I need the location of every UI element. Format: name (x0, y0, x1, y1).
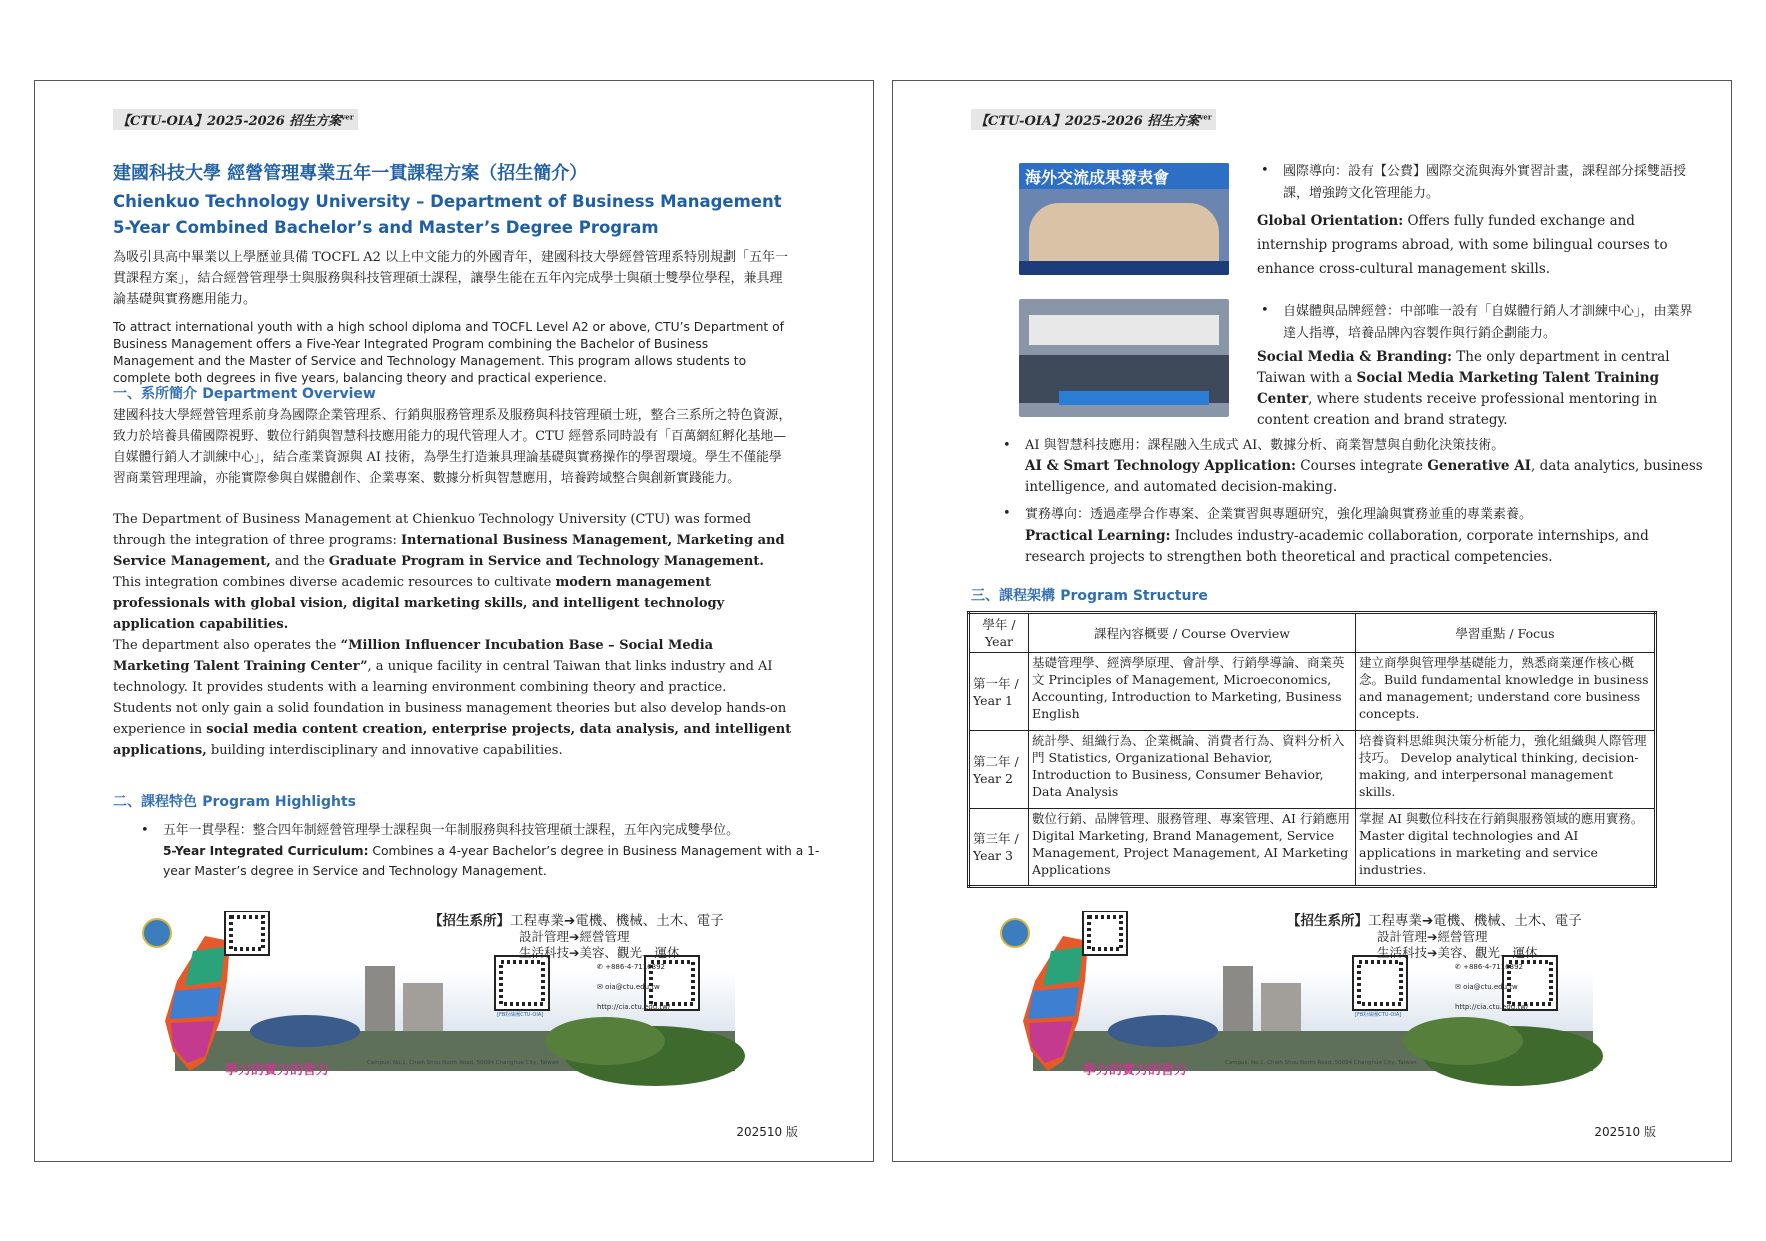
table-cell-year: 第三年 / Year 3 (969, 809, 1029, 887)
table-cell-focus: 掌握 AI 與數位科技在行銷與服務領域的應用實務。 Master digital technologies and AI applications in marketing and service industries. (1356, 809, 1656, 887)
banner-line-3: 生活科技➔美容、觀光、運休 (1377, 945, 1538, 960)
table-row (969, 731, 1656, 809)
table-header-year: 學年 / Year (969, 613, 1029, 653)
page-left (34, 80, 874, 1162)
exchange-photo (1019, 163, 1229, 275)
table-cell-overview: 數位行銷、品牌管理、服務管理、專案管理、AI 行銷應用 Digital Marketing, Brand Management, Service Management, Project Management, AI Marketing Applications (1029, 809, 1356, 887)
page-title-zh: 建國科技大學 經營管理專業五年一貫課程方案（招生簡介） (113, 163, 588, 184)
recruitment-banner (993, 911, 1693, 1111)
recruitment-banner (135, 911, 835, 1111)
table-header-focus: 學習重點 / Focus (1356, 613, 1656, 653)
table-cell-overview: 統計學、組織行為、企業概論、消費者行為、資料分析入門 Statistics, Organizational Behavior, Introduction to Business, Consumer Behavior, Data Analysis (1029, 731, 1356, 809)
table-cell-overview: 基礎管理學、經濟學原理、會計學、行銷學導論、商業英文 Principles of Management, Microeconomics, Accounting, Introduction to Marketing, Business English (1029, 653, 1356, 731)
bullet-icon: • (141, 823, 149, 838)
intro-en: To attract international youth with a high school diploma and TOCFL Level A2 or above, CTU’s Department of Business Management offers a Five-Year Integrated Program combining the Bachelor of Business Management and the Master of Service and Technology Management. This program allows students to complete both degrees in five years, balancing theory and practical experience. (113, 320, 784, 385)
intro-zh: 為吸引具高中畢業以上學歷並具備 TOCFL A2 以上中文能力的外國青年，建國科技大學經營管理系特別規劃「五年一貫課程方案」，結合經營管理學士與服務與科技管理碩士課程，讓學生能在五年內完成學士與碩士雙學位學程，兼具理論基礎與實務應用能力。 (113, 250, 788, 307)
table-cell-focus: 培養資料思維與決策分析能力，強化組織與人際管理技巧。 Develop analytical thinking, decision-making, and interpersonal management skills. (1356, 731, 1656, 809)
bullet-icon: • (1003, 438, 1011, 453)
banner-address: Campus: No.1, Chieh Shou North Road, 50094 Changhua City, Taiwan (367, 1060, 559, 1066)
page-right (892, 80, 1732, 1162)
table-cell-year: 第二年 / Year 2 (969, 731, 1029, 809)
program-structure-table (967, 611, 1657, 888)
banner-slogan: 學力的實力的習力 (225, 1063, 330, 1078)
overview-en: The Department of Business Management at Chienkuo Technology University (CTU) was formed through the integration of three programs: International Business Management, Marketing and Service Management, and the Graduate Program in Service and Technology Management. This integration combines diverse academic resources to cultivate modern management professionals with global vision, digital marketing skills, and intelligent technology application capabilities. The department also operates the “Million Influencer Incubation Base – Social Media Marketing Talent Training Center”, a unique facility in central Taiwan that links industry and AI technology. It provides students with a learning environment combining theory and practice. Students not only gain a solid foundation in business management theories but also develop hands-on experience in social media content creation, enterprise projects, data analysis, and intelligent applications, building interdisciplinary and innovative capabilities. (113, 512, 792, 758)
version-label: 202510 版 (1594, 1125, 1656, 1139)
exchange-photo-caption: 海外交流成果發表會 (1025, 168, 1170, 187)
highlight-global: • 國際導向：設有【公費】國際交流與海外實習計畫，課程部分採雙語授課，增強跨文化管理能力。 Global Orientation: Offers fully funded exchange and internship programs abroad, with some bilingual courses to enhance cross-cultural management skills. (1257, 163, 1687, 277)
banner-phone: ✆ +886-4-7116392 (1455, 963, 1524, 971)
table-header-overview: 課程內容概要 / Course Overview (1029, 613, 1356, 653)
table-header-row (969, 613, 1656, 653)
banner-fb-label: [FB粉絲團CTU-OIA] (1355, 1012, 1402, 1018)
banner-slogan: 學力的實力的習力 (1083, 1063, 1188, 1078)
page-title-en: Chienkuo Technology University – Department of Business Management 5-Year Combined Bachelor’s and Master’s Degree Program (113, 192, 782, 237)
banner-recruit-label: 【招生系所】工程專業➔電機、機械、土木、電子 (429, 913, 724, 929)
bullet-icon: • (1261, 163, 1269, 178)
banner-fb-label: [FB粉絲團CTU-OIA] (497, 1012, 544, 1018)
banner-line-2: 設計管理➔經營管理 (519, 929, 630, 944)
header-tag: 【CTU-OIA】2025-2026 招生方案$^{ver}$ (113, 109, 358, 130)
table-cell-focus: 建立商學與管理學基礎能力，熟悉商業運作核心概念。Build fundamental knowledge in business and management; understand core business concepts. (1356, 653, 1656, 731)
banner-url[interactable]: http://cia.ctu.edu.tw/ (1455, 1003, 1529, 1011)
banner-line-2: 設計管理➔經營管理 (1377, 929, 1488, 944)
version-label: 202510 版 (736, 1125, 798, 1139)
banner-email: ✉ oia@ctu.edu.tw (597, 983, 660, 991)
section-3-heading: 三、課程架構 Program Structure (971, 588, 1208, 604)
banner-address: Campus: No.1, Chieh Shou North Road, 50094 Changhua City, Taiwan (1225, 1060, 1417, 1066)
section-2-heading: 二、課程特色 Program Highlights (113, 794, 356, 810)
bullet-icon: • (1261, 303, 1269, 318)
banner-line-3: 生活科技➔美容、觀光、運休 (519, 945, 680, 960)
highlight-social-media: • 自媒體與品牌經營：中部唯一設有「自媒體行銷人才訓練中心」，由業界達人指導，培養品牌內容製作與行銷企劃能力。 Social Media & Branding: The only department in central Taiwan with a Social Media Marketing Talent Training Center, where students receive professional mentoring in content creation and brand strategy. (1257, 303, 1693, 428)
banner-recruit-label: 【招生系所】工程專業➔電機、機械、土木、電子 (1287, 913, 1582, 929)
table-cell-year: 第一年 / Year 1 (969, 653, 1029, 731)
banner-url[interactable]: http://cia.ctu.edu.tw/ (597, 1003, 671, 1011)
bullet-icon: • (1003, 506, 1011, 521)
banner-phone: ✆ +886-4-7116392 (597, 963, 666, 971)
training-center-photo (1019, 299, 1229, 417)
banner-email: ✉ oia@ctu.edu.tw (1455, 983, 1518, 991)
highlight-ai: • AI 與智慧科技應用：課程融入生成式 AI、數據分析、商業智慧與自動化決策技術。 AI & Smart Technology Application: Courses integrate Generative AI, data analytics, business intelligence, and automated decision-making. (1003, 438, 1703, 495)
header-tag: 【CTU-OIA】2025-2026 招生方案$^{ver}$ (971, 109, 1216, 130)
table-row (969, 809, 1656, 887)
section-1-heading: 一、系所簡介 Department Overview (113, 386, 376, 402)
overview-zh: 建國科技大學經營管理系前身為國際企業管理系、行銷與服務管理系及服務與科技管理碩士班，整合三系所之特色資源，致力於培養具備國際視野、數位行銷與智慧科技應用能力的現代管理人才。CTU 經營系同時設有「百萬網紅孵化基地—自媒體行銷人才訓練中心」，結合產業資源與 AI 技術，為學生打造兼具理論基礎與實務操作的學習環境。學生不僅能學習商業管理理論，亦能實際參與自媒體創作、企業專案、數據分析與智慧應用，培養跨域整合與創新實踐能力。 (113, 408, 792, 486)
table-row (969, 653, 1656, 731)
highlight-practical: • 實務導向：透過產學合作專案、企業實習與專題研究，強化理論與實務並重的專業素養。 Practical Learning: Includes industry-academic collaboration, corporate internships, and research projects to strengthen both theoretical and practical competencies. (1003, 506, 1649, 565)
highlight-item: • 五年一貫學程：整合四年制經營管理學士課程與一年制服務與科技管理碩士課程，五年內完成雙學位。 5-Year Integrated Curriculum: Combines a 4-year Bachelor’s degree in Business Management with a 1-year Master’s degree in Service and Technology Management. (141, 823, 820, 878)
